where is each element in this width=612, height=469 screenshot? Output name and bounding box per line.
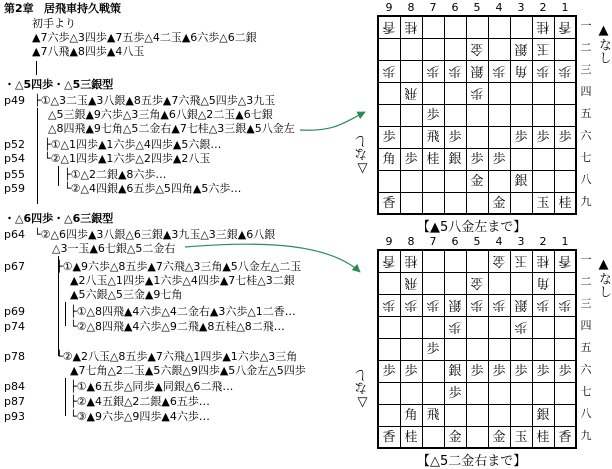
diagram-caption: 【△5二金右まで】 (417, 454, 527, 469)
gote-piece: 歩 (426, 297, 440, 313)
sente-piece: 香 (558, 429, 572, 445)
variation-line: └②△8四飛▲4六歩△9二飛▲8五桂△8二飛… (70, 320, 285, 333)
rank-label: 二 (580, 41, 592, 54)
gote-piece: 香 (558, 19, 572, 35)
gote-piece: 銀 (514, 297, 528, 313)
gote-piece: 角 (514, 63, 528, 79)
grid-line (378, 104, 576, 105)
grid-line (444, 250, 445, 448)
sente-piece: 歩 (558, 363, 572, 379)
gote-piece: 玉 (536, 41, 550, 57)
gote-piece: 歩 (404, 297, 418, 313)
grid-line (488, 250, 489, 448)
sente-piece: 歩 (382, 363, 396, 379)
sente-piece: 歩 (448, 129, 462, 145)
chapter-title: 居飛車持久戦策 (44, 2, 121, 15)
rank-label: 四 (580, 319, 592, 332)
sente-piece: 歩 (448, 385, 462, 401)
rank-label: 二 (580, 275, 592, 288)
intro-line-3: ▲7八飛▲8四歩▲4八玉 (32, 45, 145, 58)
rank-label: 一 (580, 253, 592, 266)
sente-piece: 銀 (448, 363, 462, 379)
file-label: 7 (429, 235, 437, 248)
gote-piece: 桂 (536, 253, 550, 269)
file-label: 9 (385, 1, 393, 14)
gote-piece: 桂 (404, 253, 418, 269)
sente-hand: ▲なし (596, 23, 611, 64)
sente-piece: 歩 (470, 151, 484, 167)
file-label: 1 (561, 1, 569, 14)
grid-line (378, 338, 576, 339)
sente-piece: 歩 (514, 363, 528, 379)
gote-piece: 飛 (404, 275, 418, 291)
gote-piece: 香 (382, 253, 396, 269)
grid-line (378, 382, 576, 383)
sente-piece: 歩 (404, 151, 418, 167)
file-label: 8 (407, 235, 415, 248)
file-label: 3 (517, 235, 525, 248)
gote-piece: 桂 (536, 19, 550, 35)
file-label: 8 (407, 1, 415, 14)
intro-line-2: ▲7六歩△3四歩▲7五歩△4二玉▲6六歩△6二銀 (32, 31, 257, 44)
page-ref: p52 (4, 138, 25, 151)
rank-label: 一 (580, 19, 592, 32)
gote-piece: 歩 (558, 297, 572, 313)
variation-line: △3一玉▲6七銀△5二金右 (52, 242, 176, 255)
file-label: 9 (385, 235, 393, 248)
chapter-label: 第2章 (4, 2, 34, 15)
rank-label: 三 (580, 63, 592, 76)
sente-piece: 歩 (492, 363, 506, 379)
sente-piece: 金 (492, 195, 506, 211)
variation-line: ├①△1四歩▲1六歩△4四歩▲5六銀… (44, 138, 222, 151)
sente-piece: 香 (382, 429, 396, 445)
sente-piece: 桂 (404, 429, 418, 445)
page-ref: p67 (4, 260, 25, 273)
sente-piece: 金 (470, 173, 484, 189)
section1-title: ・△5四歩・△5三銀型 (4, 78, 114, 91)
sente-piece: 歩 (404, 363, 418, 379)
page-ref: p93 (4, 410, 25, 423)
variation-line: ▲2八玉△1四歩▲1六歩△4四歩▲7七桂△3二銀 (70, 274, 295, 287)
file-label: 5 (473, 1, 481, 14)
gote-piece: 金 (470, 275, 484, 291)
grid-line (554, 250, 555, 448)
variation-line: └②△1四歩▲1六歩△2四歩▲2八玉 (44, 152, 211, 165)
arrow-to-board-1 (300, 112, 365, 130)
variation-line: ├①△3二玉▲3八銀▲8五歩▲7六飛△5四歩△3九玉 (34, 94, 276, 107)
diagram-caption: 【▲5八金左まで】 (417, 220, 527, 235)
grid-line (510, 250, 511, 448)
sente-piece: 銀 (448, 151, 462, 167)
variation-line: ├①△2二銀▲8六歩… (64, 168, 167, 181)
gote-piece: 金 (470, 41, 484, 57)
file-label: 2 (539, 235, 547, 248)
sente-hand: ▲なし (596, 257, 611, 298)
section2-title: ・△6四歩・△6三銀型 (4, 212, 114, 225)
sente-piece: 金 (448, 429, 462, 445)
page-ref: p84 (4, 380, 25, 393)
sente-piece: 香 (382, 195, 396, 211)
sente-piece: 歩 (492, 151, 506, 167)
file-label: 7 (429, 1, 437, 14)
sente-piece: 金 (492, 429, 506, 445)
sente-piece: 飛 (426, 407, 440, 423)
sente-piece: 玉 (536, 195, 550, 211)
sente-piece: 角 (404, 407, 418, 423)
rank-label: 七 (580, 385, 592, 398)
rank-label: 五 (580, 341, 592, 354)
sente-piece: 歩 (470, 363, 484, 379)
sente-piece: 歩 (382, 129, 396, 145)
gote-piece: 銀 (448, 297, 462, 313)
rank-label: 九 (580, 429, 592, 442)
file-label: 4 (495, 235, 503, 248)
page-ref: p87 (4, 395, 25, 408)
gote-piece: 歩 (558, 63, 572, 79)
grid-line (400, 16, 401, 214)
page-ref: p59 (4, 182, 25, 195)
page-ref: p74 (4, 320, 25, 333)
rank-label: 六 (580, 129, 592, 142)
file-label: 4 (495, 1, 503, 14)
page-ref: p55 (4, 168, 25, 181)
sente-piece: 玉 (514, 429, 528, 445)
grid-line (444, 16, 445, 214)
variation-line: └②▲2八玉△8五歩▲7六飛△1四歩▲1六歩△3三角 (56, 350, 298, 363)
sente-piece: 銀 (536, 407, 550, 423)
page-ref: p78 (4, 350, 25, 363)
gote-hand: △なし (355, 135, 370, 176)
sente-piece: 歩 (514, 129, 528, 145)
gote-piece: 歩 (470, 297, 484, 313)
variation-line: △5三銀▲9六歩△3三角▲6八銀△2二玉▲6七銀 (48, 108, 273, 121)
gote-piece: 歩 (492, 297, 506, 313)
gote-piece: 歩 (382, 63, 396, 79)
variation-line: ▲7七角△2二玉▲5六銀△9四歩▲5八金左△5四歩 (70, 364, 306, 377)
variation-line: └③▲9六歩△9四歩▲4六歩… (70, 410, 210, 423)
gote-piece: 歩 (492, 63, 506, 79)
sente-piece: 歩 (536, 129, 550, 145)
sente-piece: 歩 (426, 341, 440, 357)
file-label: 5 (473, 235, 481, 248)
variation-line: ├②▲4五銀△2二銀▲6五歩… (70, 395, 210, 408)
variation-line: ▲5六銀△5三金▲9七角 (70, 288, 183, 301)
gote-piece: 玉 (514, 253, 528, 269)
file-label: 3 (517, 1, 525, 14)
sente-piece: 飛 (426, 129, 440, 145)
gote-piece: 銀 (514, 41, 528, 57)
rank-label: 八 (580, 173, 592, 186)
sente-piece: 角 (382, 151, 396, 167)
gote-piece: 歩 (426, 63, 440, 79)
rank-label: 六 (580, 363, 592, 376)
intro-line-1: 初手より (32, 17, 76, 30)
variation-line: △8四飛▲9七角△5二金右▲7七桂△3三銀▲5八金左 (48, 122, 295, 135)
gote-piece: 歩 (514, 319, 528, 335)
gote-piece: 歩 (536, 63, 550, 79)
variation-line: ├①▲6五歩△同歩▲同銀△6二飛… (70, 380, 234, 393)
gote-piece: 飛 (404, 85, 418, 101)
file-label: 1 (561, 235, 569, 248)
grid-line (378, 316, 576, 317)
file-label: 6 (451, 235, 459, 248)
gote-piece: 銀 (470, 63, 484, 79)
variation-line: ├①▲9六歩△8五歩▲7六飛△3三角▲5八金左△二玉 (56, 260, 302, 273)
gote-piece: 香 (558, 253, 572, 269)
gote-piece: 金 (492, 253, 506, 269)
grid-line (488, 16, 489, 214)
gote-piece: 歩 (536, 297, 550, 313)
variation-line: ├①△8四飛▲4六歩△4二金右▲3六歩△1二香… (70, 305, 296, 318)
sente-piece: 歩 (536, 363, 550, 379)
sente-piece: 銀 (514, 173, 528, 189)
rank-label: 三 (580, 297, 592, 310)
rank-label: 九 (580, 195, 592, 208)
page-ref: p64 (4, 228, 25, 241)
gote-piece: 歩 (448, 63, 462, 79)
gote-piece: 歩 (448, 319, 462, 335)
gote-piece: 桂 (404, 19, 418, 35)
file-label: 2 (539, 1, 547, 14)
rank-label: 七 (580, 151, 592, 164)
variation-line: └②△4四銀▲6五歩△5四角▲5六歩… (64, 182, 242, 195)
gote-piece: 角 (536, 275, 550, 291)
rank-label: 八 (580, 407, 592, 420)
sente-piece: 桂 (536, 429, 550, 445)
gote-piece: 香 (382, 19, 396, 35)
gote-piece: 歩 (470, 85, 484, 101)
rank-label: 四 (580, 85, 592, 98)
page-ref: p69 (4, 305, 25, 318)
sente-piece: 桂 (426, 151, 440, 167)
sente-piece: 歩 (426, 107, 440, 123)
gote-hand: △なし (355, 369, 370, 410)
arrow-to-board-2 (185, 244, 360, 272)
rank-label: 五 (580, 107, 592, 120)
gote-piece: 歩 (382, 297, 396, 313)
page-ref: p49 (4, 94, 25, 107)
variation-line: └②△6四歩▲3八銀△6三銀▲3九玉△3三銀▲6八銀 (34, 228, 276, 241)
sente-piece: 歩 (558, 129, 572, 145)
file-label: 6 (451, 1, 459, 14)
page-ref: p54 (4, 152, 25, 165)
sente-piece: 桂 (558, 195, 572, 211)
grid-line (554, 16, 555, 214)
